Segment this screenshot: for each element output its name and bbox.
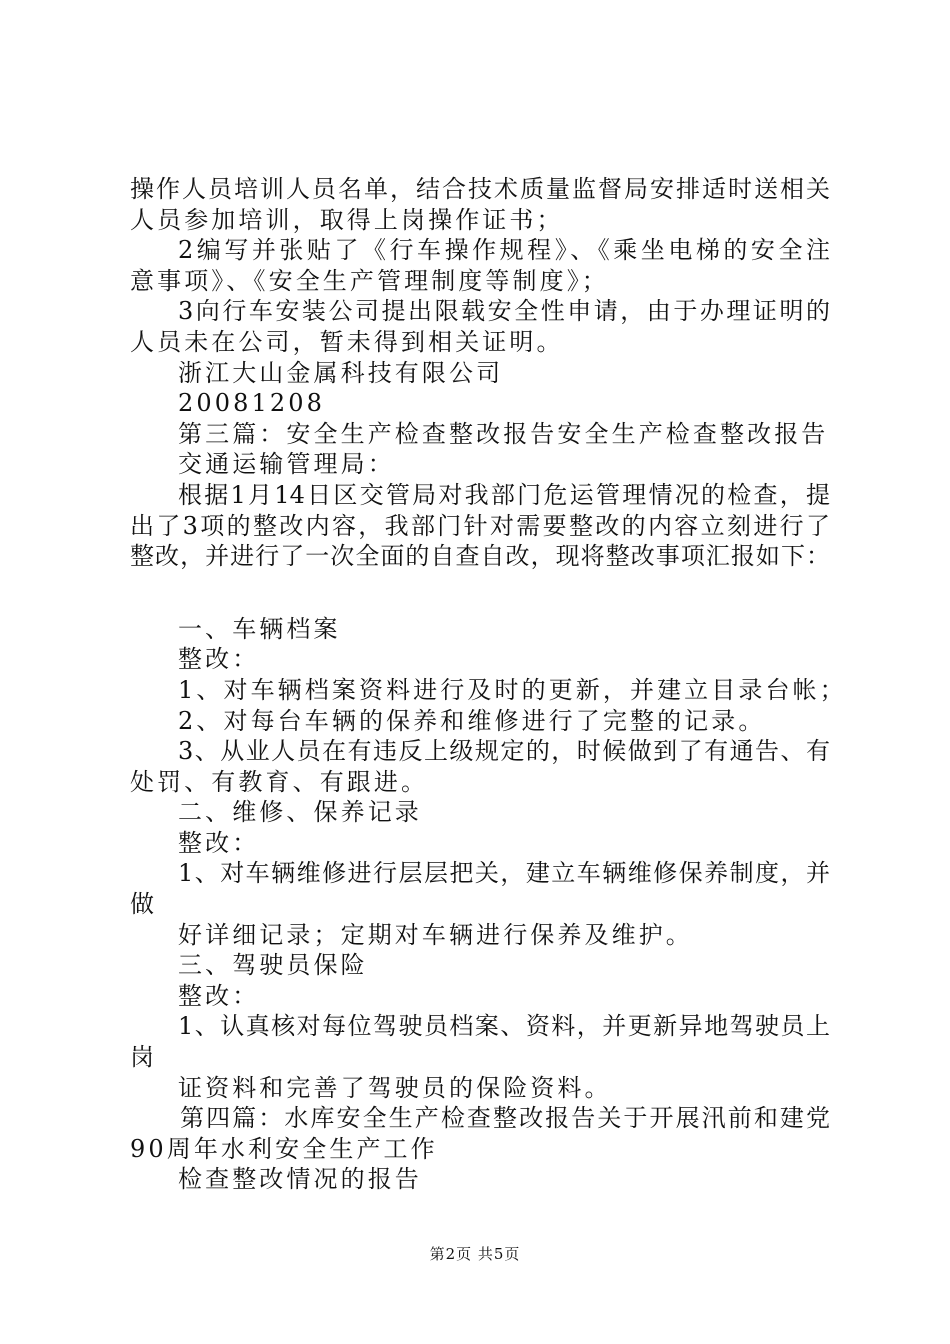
text-line: 好详细记录；定期对车辆进行保养及维护。 [178,920,693,949]
text-line: 根据1月14日区交管局对我部门危运管理情况的检查，提 [178,480,830,509]
text-line: 人员未在公司，暂未得到相关证明。 [130,327,564,356]
subsection-heading: 一、车辆档案 [178,614,341,643]
document-date: 20081208 [178,389,325,418]
document-body [130,174,847,1195]
company-name: 浙江大山金属科技有限公司 [178,358,504,387]
list-item: 1、对车辆档案资料进行及时的更新，并建立目录台帐； [178,675,847,704]
list-item: 2、对每台车辆的保养和维修进行了完整的记录。 [178,706,766,735]
text-line: 检查整改情况的报告 [178,1165,422,1194]
text-line: 意事项》、《安全生产管理制度等制度》； [130,266,609,295]
subsection-heading: 二、维修、保养记录 [178,798,422,827]
text-line: 出了3项的整改内容，我部门针对需要整改的内容立刻进行了 [130,511,830,540]
text-line: 人员参加培训，取得上岗操作证书； [130,205,564,234]
section-heading: 第四篇：水库安全生产检查整改报告关于开展汛前和建党 [180,1104,830,1133]
text-line: 90周年水利安全生产工作 [130,1134,438,1163]
text-line: 整改： [178,828,260,857]
text-line: 处罚、有教育、有跟进。 [130,767,429,796]
list-item: 3、从业人员在有违反上级规定的，时候做到了有通告、有 [178,737,830,766]
section-heading: 第三篇：安全生产检查整改报告安全生产检查整改报告 [178,419,829,448]
paragraph-gap [130,572,830,614]
subsection-heading: 三、驾驶员保险 [178,951,368,980]
text-line: 整改，并进行了一次全面的自查自改，现将整改事项汇报如下： [130,542,830,571]
list-item: 1、对车辆维修进行层层把关，建立车辆维修保养制度，并 [178,859,830,888]
text-line: 操作人员培训人员名单，结合技术质量监督局安排适时送相关 [130,175,830,203]
text-line: 2编写并张贴了《行车操作规程》、《乘坐电梯的安全注 [178,236,830,265]
addressee: 交通运输管理局： [178,450,395,479]
text-line: 做 [130,890,158,919]
page-number: 第2页 共5页 [429,1245,521,1263]
text-line: 3向行车安装公司提出限载安全性申请，由于办理证明的 [178,297,830,326]
text-line: 证资料和完善了驾驶员的保险资料。 [178,1073,612,1102]
text-line: 岗 [130,1043,158,1072]
text-line: 整改： [178,981,260,1010]
list-item: 1、认真核对每位驾驶员档案、资料，并更新异地驾驶员上 [178,1012,830,1041]
text-line: 整改： [178,645,260,674]
